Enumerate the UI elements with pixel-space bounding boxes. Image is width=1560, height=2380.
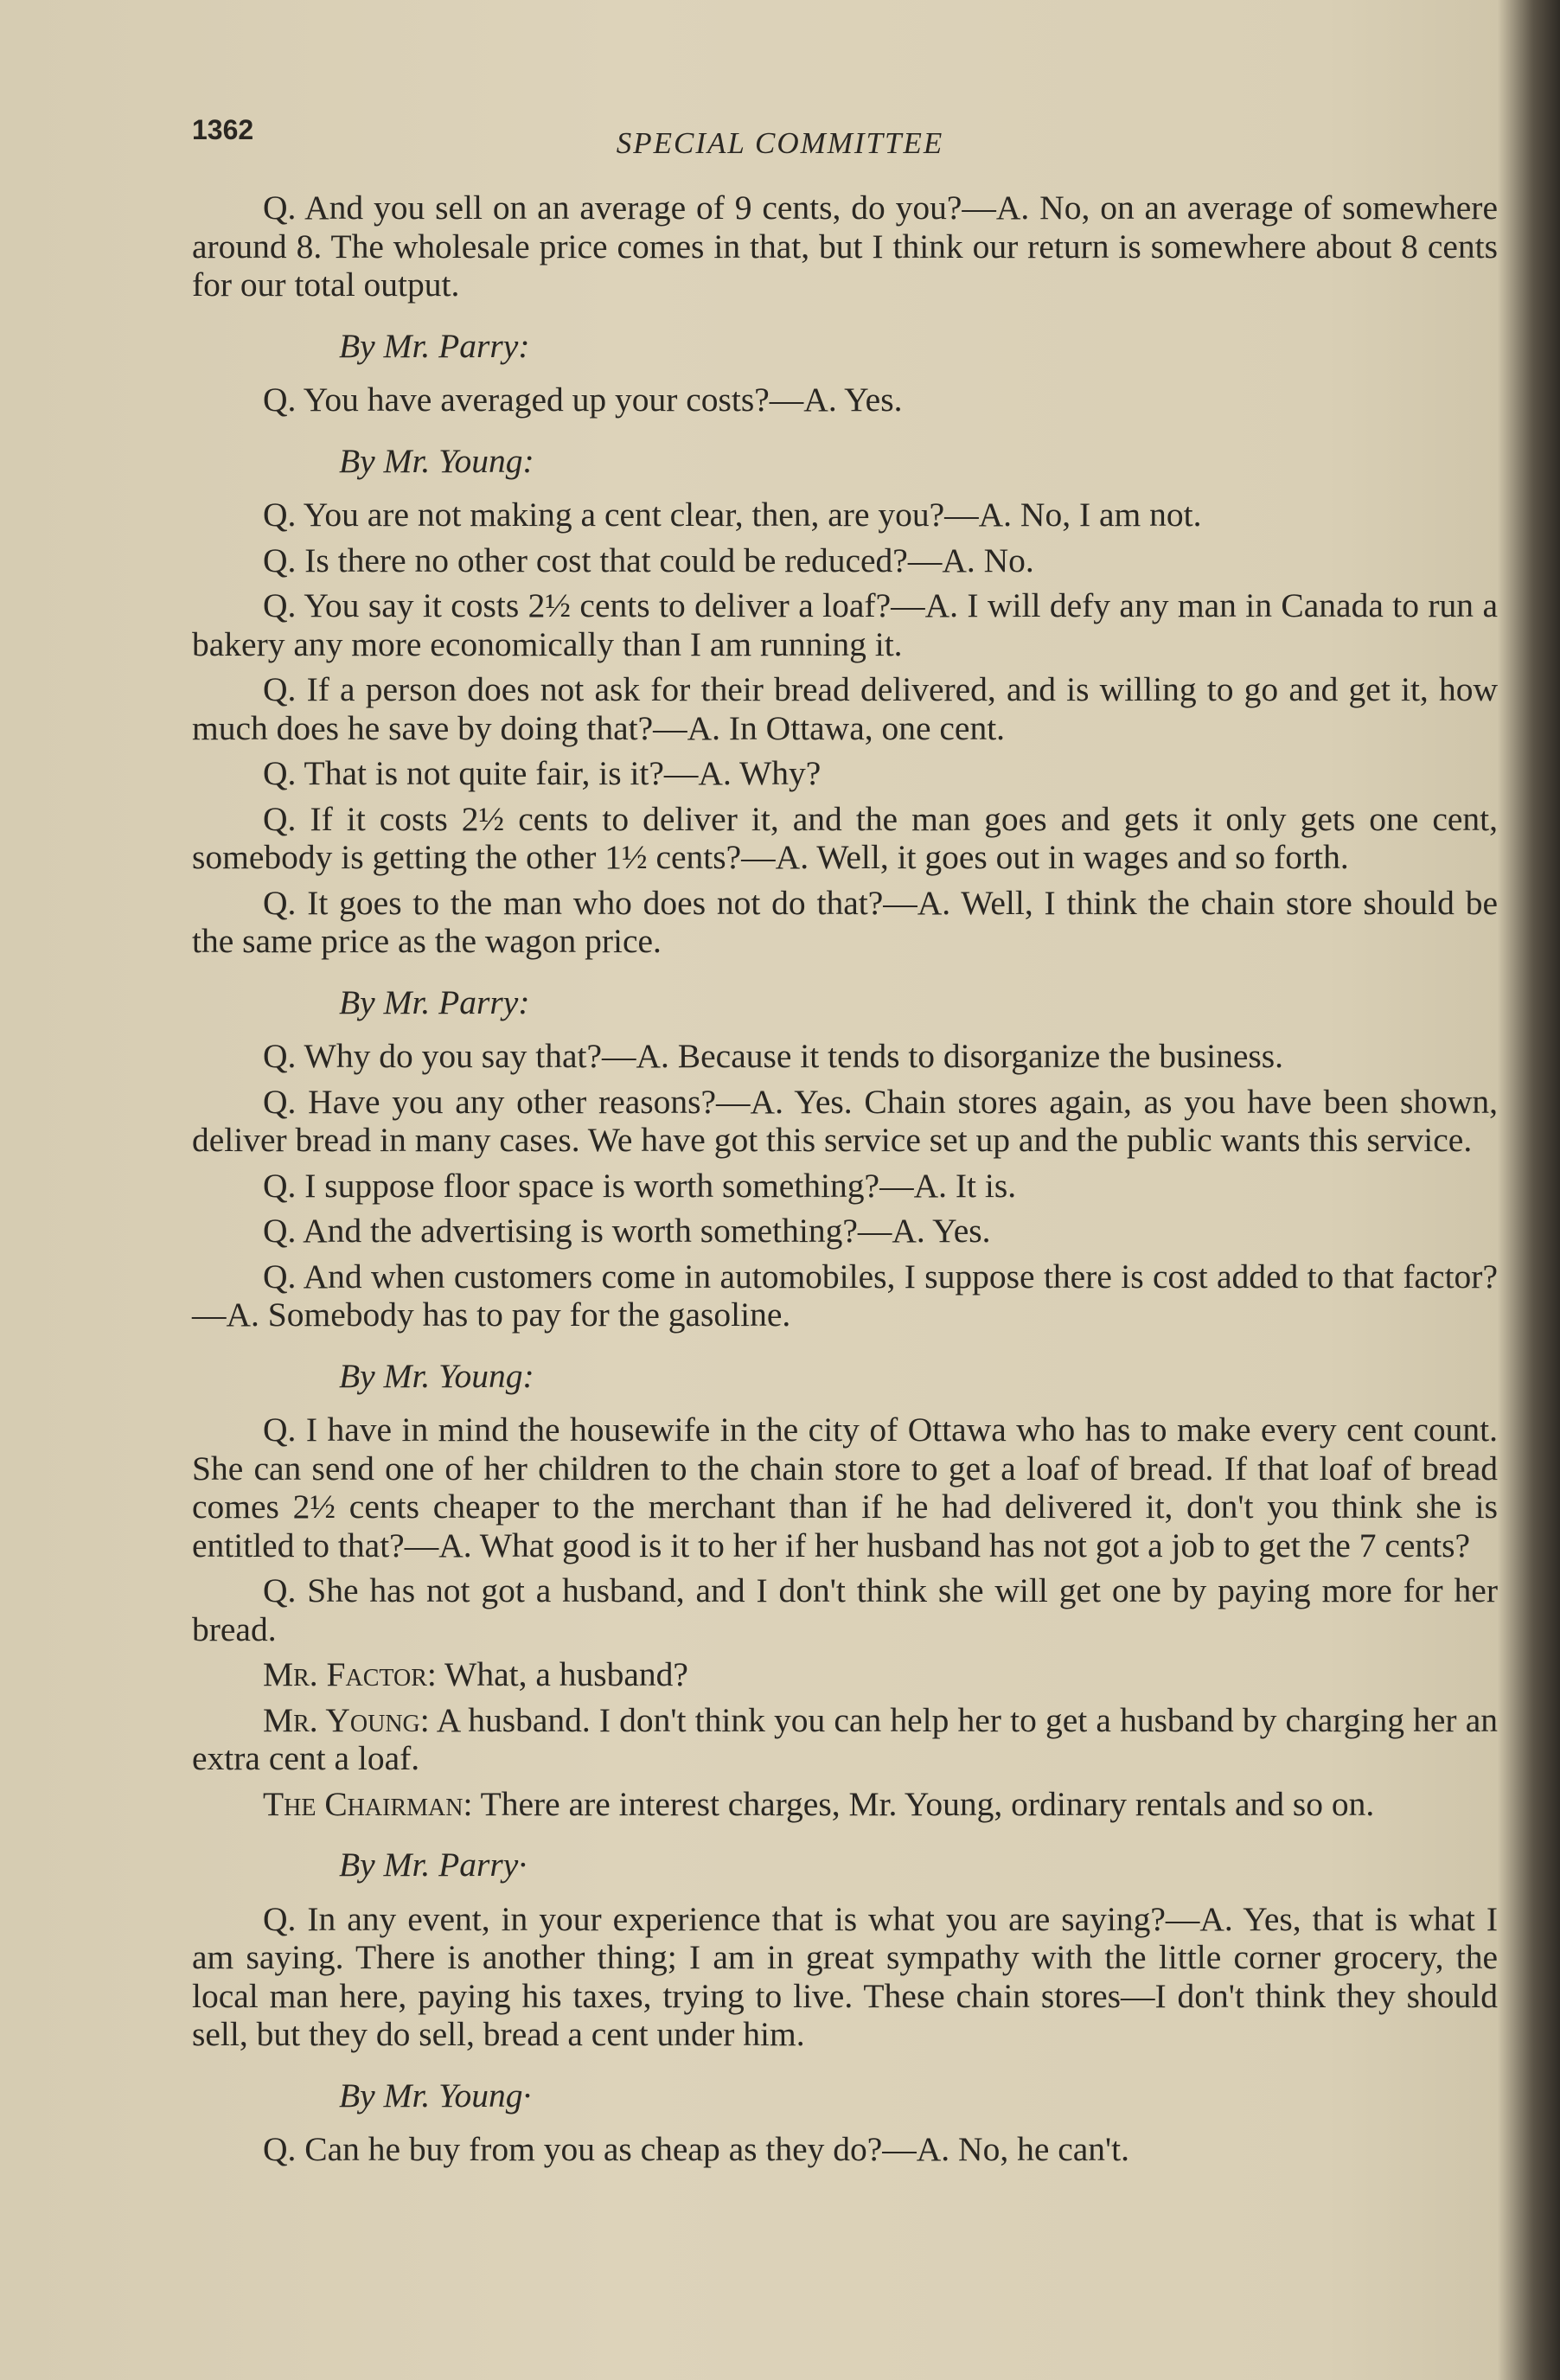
qa-paragraph: Q. And you sell on an average of 9 cents, do you?—A. No, on an average of somewhere around 8. The wholesale price comes in that, but I think our return is somewhere about 8 cents for our total output. (192, 189, 1498, 304)
examiner-heading: By Mr. Young: (339, 1356, 534, 1395)
qa-paragraph: Q. Why do you say that?—A. Because it tends to disorganize the business. (263, 1037, 1284, 1075)
examiner-heading: By Mr. Parry: (339, 326, 530, 365)
qa-paragraph: Q. In any event, in your experience that is what you are saying?—A. Yes, that is what I am saying. There is another thing; I am in great sympathy with the little corner grocery, the local man here, paying his taxes, trying to live. These chain stores—I don't think they should sell, but they do sell, bread a cent under him. (192, 1899, 1498, 2053)
qa-paragraph: Q. That is not quite fair, is it?—A. Why? (263, 754, 822, 792)
qa-paragraph: Q. You say it costs 2½ cents to deliver a loaf?—A. I will defy any man in Canada to run a bakery any more economically than I am running it. (192, 586, 1498, 663)
speaker-name: Mr. Factor: (263, 1655, 437, 1693)
qa-paragraph: Q. And when customers come in automobiles, I suppose there is cost added to that factor?—A. Somebody has to pay for the gasoline. (192, 1257, 1498, 1334)
remark-text: There are interest charges, Mr. Young, ordinary rentals and so on. (472, 1784, 1375, 1823)
transcript-body (192, 189, 1498, 2176)
remark-text: A husband. I don't think you can help her to get a husband by charging her an extra cent a loaf. (192, 1700, 1499, 1777)
qa-paragraph: Q. She has not got a husband, and I don't think she will get one by paying more for her bread. (192, 1571, 1498, 1648)
running-head: SPECIAL COMMITTEE (616, 126, 944, 160)
examiner-heading: By Mr. Parry· (339, 1846, 527, 1884)
qa-paragraph: Q. If a person does not ask for their bread delivered, and is willing to go and get it, how much does he save by doing that?—A. In Ottawa, one cent. (192, 670, 1498, 747)
qa-paragraph: Q. I suppose floor space is worth something?—A. It is. (263, 1166, 1017, 1205)
qa-paragraph: Q. You are not making a cent clear, then, are you?—A. No, I am not. (263, 496, 1202, 534)
qa-paragraph: Q. If it costs 2½ cents to deliver it, and the man goes and gets it only gets one cent, somebody is getting the other 1½ cents?—A. Well, it goes out in wages and so forth. (192, 799, 1498, 876)
examiner-heading: By Mr. Young· (339, 2076, 532, 2114)
speaker-name: The Chairman: (263, 1784, 473, 1823)
speaker-remark (192, 1785, 1498, 1824)
remark-text: What, a husband? (436, 1655, 688, 1693)
examiner-heading: By Mr. Young: (339, 441, 534, 480)
speaker-remark (192, 1701, 1498, 1778)
speaker-remark (192, 1655, 1498, 1694)
page-number: 1362 (192, 114, 254, 145)
qa-paragraph: Q. I have in mind the housewife in the city of Ottawa who has to make every cent count. She can send one of her children to the chain store to get a loaf of bread. If that loaf of bread comes 2½ cents cheaper to the merchant than if he had delivered it, don't you think she is entitled to that?—A. What good is it to her if her husband has not got a job to get the 7 cents? (192, 1411, 1498, 1564)
qa-paragraph: Q. Have you any other reasons?—A. Yes. Chain stores again, as you have been shown, deliver bread in many cases. We have got this service set up and the public wants this service. (192, 1082, 1498, 1159)
qa-paragraph: Q. It goes to the man who does not do that?—A. Well, I think the chain store should be the same price as the wagon price. (192, 883, 1498, 960)
examiner-heading: By Mr. Parry: (339, 982, 530, 1021)
qa-paragraph: Q. You have averaged up your costs?—A. Yes. (263, 381, 903, 419)
qa-paragraph: Q. Can he buy from you as cheap as they do?—A. No, he can't. (263, 2130, 1130, 2168)
qa-paragraph: Q. And the advertising is worth something?—A. Yes. (263, 1212, 991, 1250)
speaker-name: Mr. Young: (263, 1700, 430, 1739)
qa-paragraph: Q. Is there no other cost that could be reduced?—A. No. (263, 541, 1034, 579)
